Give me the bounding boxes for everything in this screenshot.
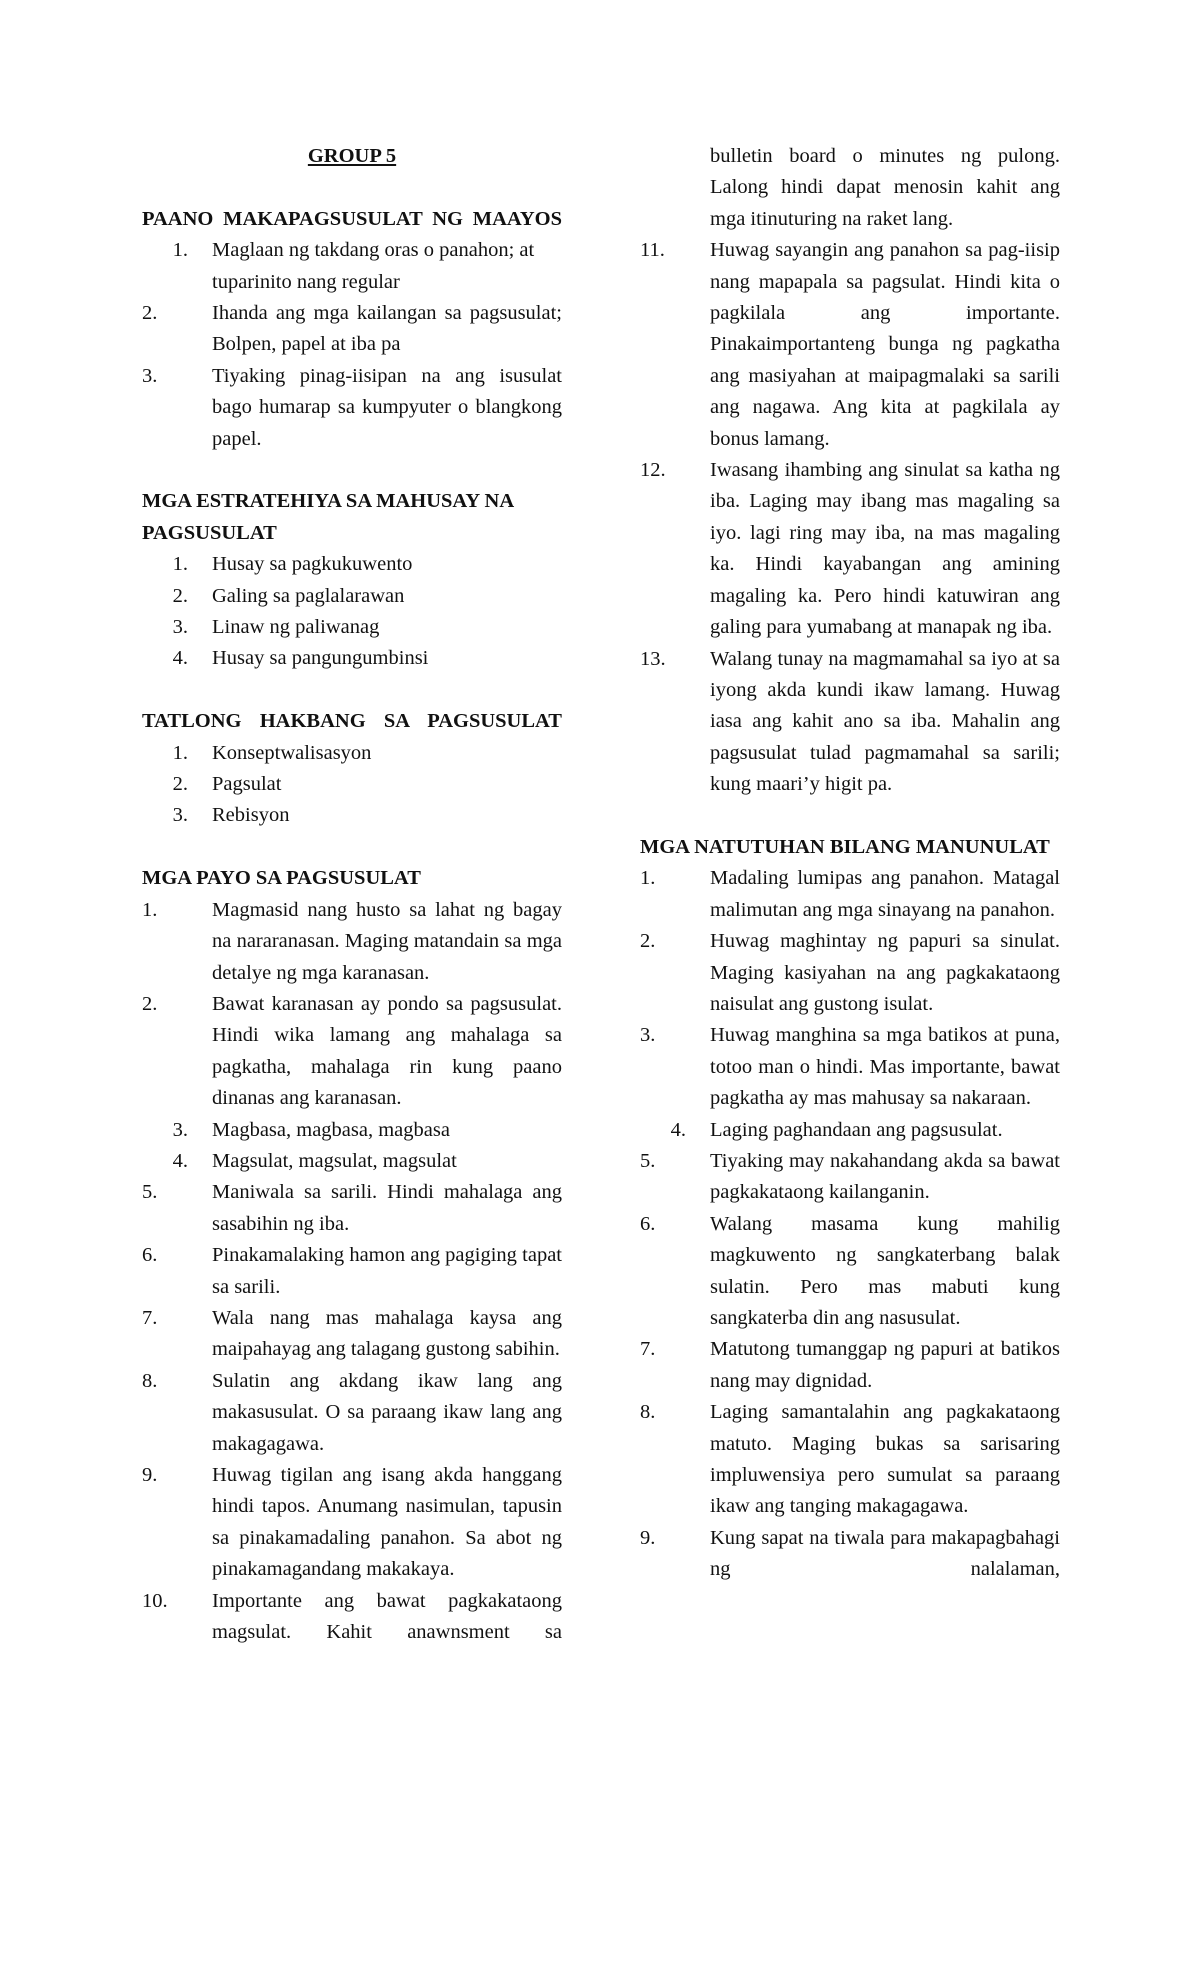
list-payo-continued <box>640 235 1060 800</box>
list-item: 3. Rebisyon <box>172 804 290 827</box>
list-item: 8. Laging samantalahin ang pagkakataong matuto. Maging bukas sa sarisaring impluwensiya pero sumulat sa paraang ikaw ang tanging makagagawa. <box>640 1401 1060 1518</box>
list-payo <box>142 895 562 1649</box>
list-item: 1. Madaling lumipas ang panahon. Matagal malimutan ang mga sinayang na panahon. <box>640 867 1060 921</box>
left-column <box>142 141 562 1648</box>
list-item: 4. Husay sa pangungumbinsi <box>172 647 429 670</box>
list-item: 2. Huwag maghintay ng papuri sa sinulat. Maging kasiyahan na ang pagkakataong naisulat ang gustong isulat. <box>640 930 1060 1015</box>
list-item: 13. Walang tunay na magmamahal sa iyo at sa iyong akda kundi ikaw lamang. Huwag iasa ang kahit ano sa iba. Mahalin ang pagsusulat tulad pagmamahal sa sarili; kung maari’y higit pa. <box>640 647 1060 796</box>
list-item: 5. Maniwala sa sarili. Hindi mahalaga ang sasabihin ng iba. <box>142 1181 562 1235</box>
list-item: 2. Ihanda ang mga kailangan sa pagsusulat; Bolpen, papel at iba pa <box>142 302 562 356</box>
list-item: 9. Kung sapat na tiwala para makapagbahagi ng nalalaman, <box>640 1526 1060 1581</box>
list-hakbang <box>142 738 562 832</box>
list-natutuhan <box>640 863 1060 1585</box>
list-item: 3. Huwag manghina sa mga batikos at puna, totoo man o hindi. Mas importante, bawat pagkatha ay mas mahusay sa nakaraan. <box>640 1024 1060 1110</box>
list-item: 9. Huwag tigilan ang isang akda hanggang hindi tapos. Anumang nasimulan, tapusin sa pinakamadaling panahon. Sa abot ng pinakamagandang makakaya. <box>142 1464 562 1581</box>
list-item: 1. Husay sa pagkukuwento <box>172 553 413 576</box>
list-item: 3. Linaw ng paliwanag <box>172 616 380 639</box>
list-item: 3. Magbasa, magbasa, magbasa <box>172 1118 450 1141</box>
list-item: 2. Pagsulat <box>172 773 282 796</box>
right-column <box>640 141 1060 1586</box>
document-title: GROUP 5 <box>307 145 397 167</box>
list-item: 1. Maglaan ng takdang oras o panahon; at tuparinito nang regular <box>172 239 535 293</box>
list-item: 2. Galing sa paglalarawan <box>172 584 405 607</box>
list-item: 8. Sulatin ang akdang ikaw lang ang makasusulat. O sa paraang ikaw lang ang makagagawa. <box>142 1369 562 1455</box>
list-item: 5. Tiyaking may nakahandang akda sa bawat pagkakataong kailanganin. <box>640 1149 1060 1204</box>
list-item-continuation: bulletin board o minutes ng pulong. Lalong hindi dapat menosin kahit ang mga itinuturing na raket lang. <box>710 145 1060 230</box>
list-item: 6. Pinakamalaking hamon ang pagiging tapat sa sarili. <box>142 1244 562 1298</box>
section-heading-estratehiya: MGA ESTRATEHIYA SA MAHUSAY NA PAGSUSULAT <box>142 490 513 544</box>
list-item: 4. Laging paghandaan ang pagsusulat. <box>670 1118 1003 1141</box>
list-item: 12. Iwasang ihambing ang sinulat sa katha ng iba. Laging may ibang mas magaling sa iyo. lagi ring may iba, na mas magaling ka. Hindi kayabangan ang amining magaling ka. Pero hindi katuwiran ang galing para yumabang at manapak ng iba. <box>640 459 1060 639</box>
section-heading-hakbang: TATLONG HAKBANG SA PAGSUSULAT <box>142 710 562 733</box>
list-paano <box>142 235 562 455</box>
list-item: 11. Huwag sayangin ang panahon sa pag-iisip nang mapapala sa pagsulat. Hindi kita o pagkilala ang importante. Pinakaimportanteng bunga ng pagkatha ang masiyahan at maipagmalaki sa sarili ang nagawa. Ang kita at pagkilala ay bonus lamang. <box>640 239 1060 450</box>
list-item: 3. Tiyaking pinag-iisipan na ang isusulat bago humarap sa kumpyuter o blangkong papel. <box>142 364 562 450</box>
list-item: 1. Konseptwalisasyon <box>172 741 372 764</box>
list-item: 7. Matutong tumanggap ng papuri at batikos nang may dignidad. <box>640 1338 1060 1392</box>
list-item: 6. Walang masama kung mahilig magkuwento ng sangkaterbang balak sulatin. Pero mas mabuti kung sangkaterba din ang nasusulat. <box>640 1212 1060 1330</box>
list-item: 7. Wala nang mas mahalaga kaysa ang maipahayag ang talagang gustong sabihin. <box>142 1306 562 1361</box>
section-heading-paano: PAANO MAKAPAGSUSULAT NG MAAYOS <box>142 207 562 230</box>
list-item: 4. Magsulat, magsulat, magsulat <box>172 1149 457 1172</box>
list-estratehiya <box>142 549 562 675</box>
section-heading-payo: MGA PAYO SA PAGSUSULAT <box>142 867 421 890</box>
section-heading-natutuhan: MGA NATUTUHAN BILANG MANUNULAT <box>640 835 1050 858</box>
list-item: 10. Importante ang bawat pagkakataong magsulat. Kahit anawnsment sa <box>142 1589 562 1644</box>
list-item: 2. Bawat karanasan ay pondo sa pagsusulat. Hindi wika lamang ang mahalaga sa pagkatha, mahalaga rin kung paano dinanas ang karanasan. <box>142 992 562 1110</box>
list-item: 1. Magmasid nang husto sa lahat ng bagay na nararanasan. Maging matandain sa mga detalye ng mga karanasan. <box>142 898 562 984</box>
